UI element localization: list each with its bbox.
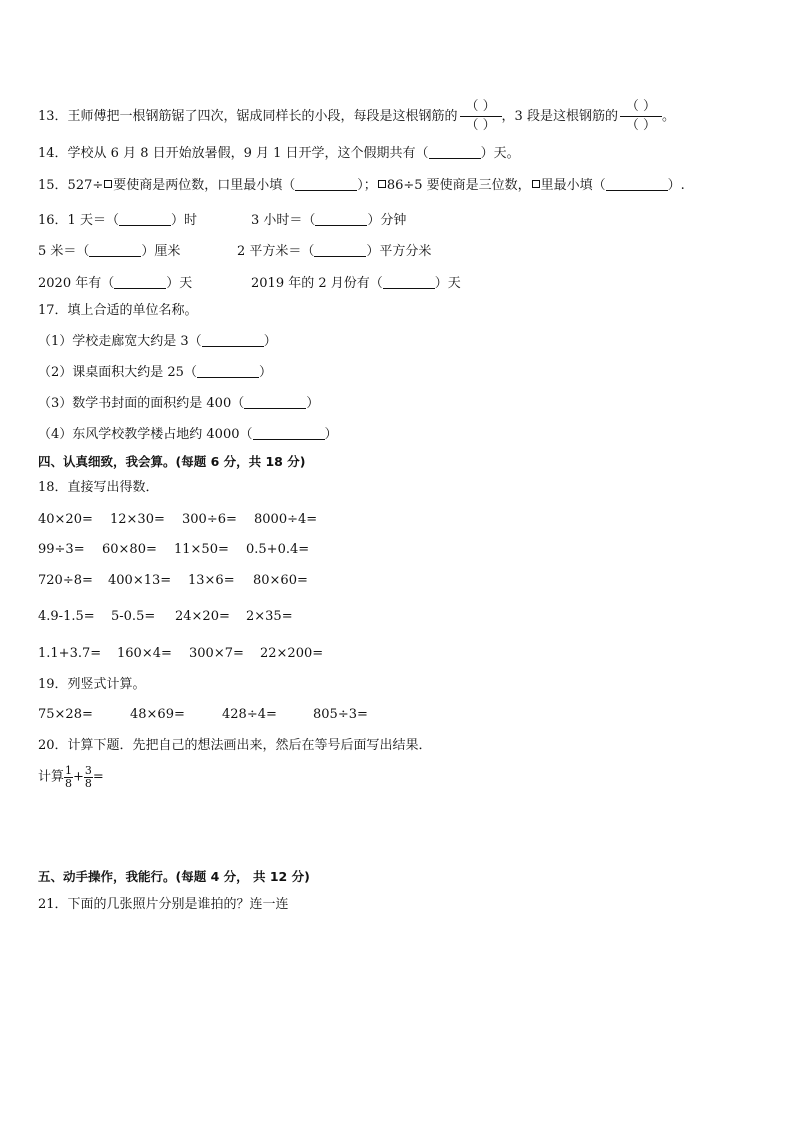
- q17-item-2-blank[interactable]: [197, 365, 259, 378]
- q17-title: 17．填上合适的单位名称。: [38, 303, 198, 318]
- q16-r2b-blank[interactable]: [314, 244, 366, 257]
- q15-text-a: 15．527÷: [38, 178, 104, 193]
- q18-cell: 24×20=: [175, 609, 230, 624]
- q15-text-e: 86÷5 要使商是三位数，: [386, 178, 531, 193]
- q17-item-4-end: ）: [324, 427, 338, 442]
- section-4-heading: 四、认真细致，我会算。(每题 6 分，共 18 分): [38, 454, 306, 469]
- q18-cell: 300×7=: [189, 646, 244, 661]
- q18-cell: 4.9-1.5=: [38, 609, 95, 624]
- q20-prefix: 计算: [38, 769, 65, 785]
- q20-equals: =: [92, 769, 104, 785]
- q18-cell: 720÷8=: [38, 573, 93, 588]
- q18-cell: 22×200=: [260, 646, 324, 661]
- q18-cell: 2×35=: [246, 609, 293, 624]
- q16-r3a-text: 2020 年有（: [38, 276, 115, 291]
- q20-f1-denominator: 8: [65, 777, 73, 790]
- q18-cell: 11×50=: [174, 542, 229, 557]
- q17-item-3-text: （3）数学书封面的面积约是 400（: [38, 396, 245, 411]
- q16-r1a-text: 16．1 天＝（: [38, 213, 119, 228]
- blank-square-icon: [532, 180, 540, 188]
- q16-r2a-blank[interactable]: [89, 244, 141, 257]
- q16-row1-right: [251, 209, 406, 228]
- q16-r1a-blank[interactable]: [119, 213, 171, 226]
- q17-item-1-end: ）: [263, 334, 277, 349]
- section-5-heading: 五、动手操作，我能行。(每题 4 分， 共 12 分): [38, 869, 310, 884]
- q18-cell: 1.1+3.7=: [38, 646, 102, 661]
- q18-cell: 160×4=: [117, 646, 172, 661]
- q18-cell: 5-0.5=: [111, 609, 156, 624]
- q16-r1b-text: 3 小时＝（: [251, 213, 316, 228]
- q14-answer-blank[interactable]: [429, 146, 481, 159]
- q20-fraction-1: [64, 765, 73, 790]
- q18-title: 18．直接写出得数．: [38, 480, 159, 495]
- q13-fraction-2-numerator: （ ）: [625, 99, 657, 114]
- q13-fraction-1-numerator: （ ）: [465, 99, 496, 114]
- q16-row3-left: [38, 272, 192, 291]
- q16-r3a-blank[interactable]: [114, 276, 166, 289]
- q16-r2b-unit: ）平方分米: [366, 244, 432, 259]
- q21-title: 21．下面的几张照片分别是谁拍的？连一连: [38, 897, 289, 912]
- q13-text-a: 13．王师傅把一根钢筋锯了四次，锯成同样长的小段，每段是这根钢筋的: [38, 109, 458, 124]
- q13-fraction-1: [460, 98, 502, 135]
- q16-r3a-unit: ）天: [166, 276, 193, 291]
- q15-line: [38, 178, 685, 194]
- q15-text-f: 里最小填（: [540, 178, 606, 193]
- q17-item-1: [38, 334, 277, 350]
- q20-f2-numerator: 3: [84, 764, 92, 777]
- q19-item: 48×69=: [130, 707, 185, 722]
- q19-title: 19．列竖式计算。: [38, 677, 146, 692]
- q16-row3-right: [251, 272, 461, 291]
- q18-cell: 8000÷4=: [254, 512, 318, 527]
- q15-text-c: 里最小填（: [230, 178, 296, 193]
- blank-square-icon: [104, 180, 112, 188]
- q13-line: [38, 98, 675, 135]
- q17-item-4-text: （4）东风学校教学楼占地约 4000（: [38, 427, 253, 442]
- q17-item-3-blank[interactable]: [244, 396, 306, 409]
- q16-row1-left: [38, 209, 197, 228]
- q20-title: 20．计算下题．先把自己的想法画出来，然后在等号后面写出结果．: [38, 738, 432, 753]
- q17-item-2-end: ）: [258, 365, 272, 380]
- q13-fraction-2: [620, 98, 662, 135]
- q16-r3b-unit: ）天: [434, 276, 461, 291]
- q15-text-b: 要使商是两位数，: [113, 178, 218, 193]
- q20-fraction-2: [84, 765, 93, 790]
- q20-f1-numerator: 1: [65, 764, 73, 777]
- q16-r1b-unit: ）分钟: [367, 213, 407, 228]
- q15-answer-blank-2[interactable]: [606, 178, 668, 191]
- q15-answer-blank-1[interactable]: [295, 178, 357, 191]
- q19-item: 805÷3=: [313, 707, 368, 722]
- q15-text-g: ）.: [667, 178, 685, 193]
- q18-cell: 12×30=: [110, 512, 165, 527]
- q13-text-b: ，3 段是这根钢筋的: [501, 109, 618, 124]
- q20-plus: +: [73, 769, 84, 785]
- q17-item-3-end: ）: [306, 396, 320, 411]
- q15-text-d: ）；: [357, 178, 377, 193]
- q19-item: 428÷4=: [222, 707, 277, 722]
- q16-r2a-text: 5 米＝（: [38, 244, 90, 259]
- q18-cell: 13×6=: [188, 573, 235, 588]
- q14-line: [38, 146, 520, 162]
- q19-item: 75×28=: [38, 707, 93, 722]
- q17-item-4-blank[interactable]: [253, 427, 325, 440]
- q15-box-char: 口: [217, 178, 231, 193]
- q16-r1a-unit: ）时: [170, 213, 197, 228]
- q20-f2-denominator: 8: [84, 777, 92, 790]
- q16-r1b-blank[interactable]: [315, 213, 367, 226]
- q16-r2a-unit: ）厘米: [141, 244, 181, 259]
- q20-expression: [38, 765, 104, 790]
- q16-r3b-blank[interactable]: [383, 276, 435, 289]
- q18-cell: 99÷3=: [38, 542, 85, 557]
- q17-item-2: [38, 365, 272, 381]
- q16-row2-left: [38, 240, 180, 259]
- q18-cell: 0.5+0.4=: [246, 542, 310, 557]
- q17-item-2-text: （2）课桌面积大约是 25（: [38, 365, 197, 380]
- q16-r3b-text: 2019 年的 2 月份有（: [251, 276, 383, 291]
- q18-cell: 80×60=: [253, 573, 308, 588]
- q16-r2b-text: 2 平方米＝（: [237, 244, 315, 259]
- q18-cell: 300÷6=: [182, 512, 237, 527]
- q16-row2-right: [237, 240, 431, 259]
- q17-item-4: [38, 427, 338, 443]
- q13-text-end: 。: [661, 109, 675, 124]
- q14-text-a: 14．学校从 6 月 8 日开始放暑假，9 月 1 日开学，这个假期共有（: [38, 146, 429, 161]
- q18-cell: 60×80=: [102, 542, 157, 557]
- q18-cell: 40×20=: [38, 512, 93, 527]
- q13-fraction-2-denominator: （ ）: [625, 118, 657, 133]
- q17-item-1-text: （1）学校走廊宽大约是 3（: [38, 334, 202, 349]
- q18-cell: 400×13=: [108, 573, 172, 588]
- q17-item-1-blank[interactable]: [202, 334, 264, 347]
- q13-fraction-1-denominator: （ ）: [465, 118, 496, 133]
- q17-item-3: [38, 396, 319, 412]
- blank-square-icon: [378, 180, 386, 188]
- q14-text-b: ）天。: [480, 146, 520, 161]
